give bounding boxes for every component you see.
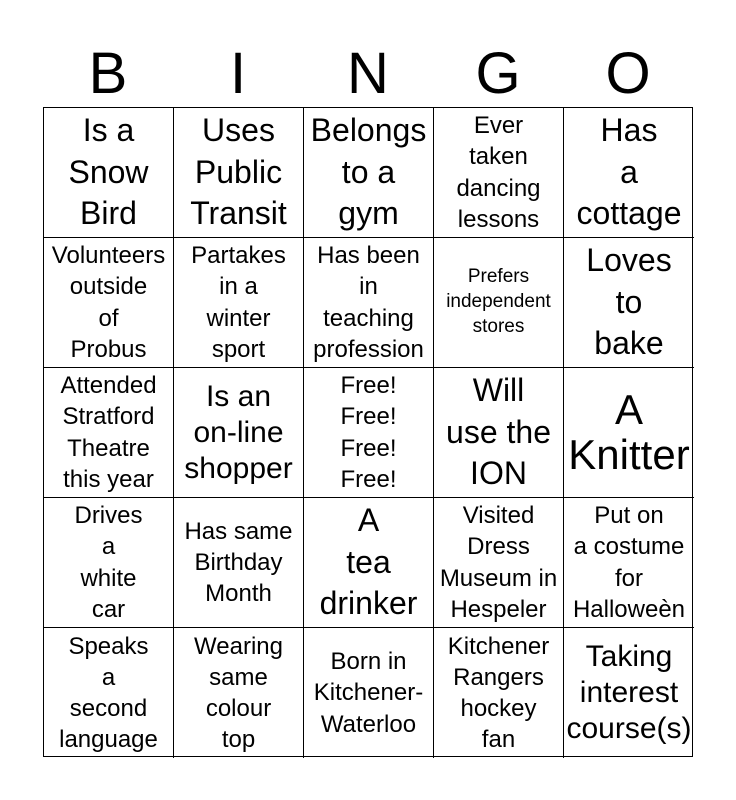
bingo-cell-n3-free[interactable]: Free! Free! Free! Free! [304,368,434,498]
bingo-cell-o3[interactable]: A Knitter [564,368,694,498]
bingo-cell-o4[interactable]: Put on a costume for Halloweèn [564,498,694,628]
bingo-cell-i3[interactable]: Is an on-line shopper [174,368,304,498]
bingo-cell-g4[interactable]: Visited Dress Museum in Hespeler [434,498,564,628]
bingo-cell-i4[interactable]: Has same Birthday Month [174,498,304,628]
bingo-cell-b5[interactable]: Speaks a second language [44,628,174,758]
bingo-cell-i2[interactable]: Partakes in a winter sport [174,238,304,368]
header-letter-i: I [229,41,247,106]
header-letter-n: N [347,41,389,106]
bingo-header [43,40,693,108]
bingo-cell-g2[interactable]: Prefers independent stores [434,238,564,368]
bingo-cell-i1[interactable]: Uses Public Transit [174,108,304,238]
bingo-cell-b4[interactable]: Drives a white car [44,498,174,628]
bingo-card [43,107,693,757]
bingo-cell-o1[interactable]: Has a cottage [564,108,694,238]
bingo-cell-b3[interactable]: Attended Stratford Theatre this year [44,368,174,498]
header-letter-g: G [475,41,521,106]
bingo-cell-n2[interactable]: Has been in teaching profession [304,238,434,368]
bingo-cell-b1[interactable]: Is a Snow Bird [44,108,174,238]
bingo-cell-n1[interactable]: Belongs to a gym [304,108,434,238]
bingo-cell-o2[interactable]: Loves to bake [564,238,694,368]
bingo-cell-o5[interactable]: Taking interest course(s) [566,640,692,745]
bingo-cell-g5[interactable]: Kitchener Rangers hockey fan [434,628,564,758]
bingo-cell-g1[interactable]: Ever taken dancing lessons [434,108,564,238]
bingo-cell-n5[interactable]: Born in Kitchener- Waterloo [304,628,434,758]
header-letter-o: O [605,41,651,106]
header-letter-b: B [88,41,128,106]
bingo-cell-g3[interactable]: Will use the ION [434,368,564,498]
bingo-cell-n4[interactable]: A tea drinker [304,498,434,628]
bingo-cell-b2[interactable]: Volunteers outside of Probus [44,238,174,368]
bingo-cell-i5[interactable]: Wearing same colour top [174,628,304,758]
